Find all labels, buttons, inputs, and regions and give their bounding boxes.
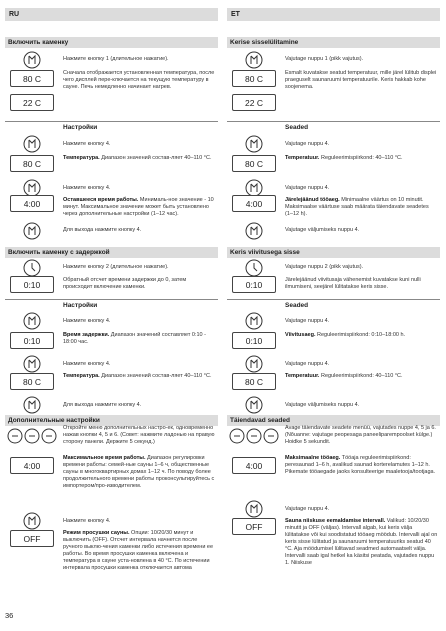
buttons-456-icon bbox=[229, 427, 279, 445]
instruction-text: Оставшееся время работы. Минималь-ное значение - 10 минут. Максимальное значение может быть установлено через дополнительные настройки (1–12 час). bbox=[63, 197, 214, 217]
display-box: 80 C bbox=[10, 373, 54, 390]
display-box: 22 C bbox=[232, 94, 276, 111]
instruction-text: Temperatuur. Reguleerimispiirkond: 40–110 °C. bbox=[285, 155, 403, 161]
button-4-icon bbox=[23, 312, 41, 330]
instruction-text: Для выхода нажмите кнопку 4. bbox=[63, 402, 142, 408]
subsection-title: Настройки bbox=[5, 299, 218, 310]
button-4-icon bbox=[23, 396, 41, 414]
instruction-text: Vajutage väljumiseks nuppu 4. bbox=[285, 402, 360, 408]
instruction-text: Нажмите кнопку 4. bbox=[63, 318, 111, 324]
instruction-text: Järelejäänud tööaeg. Minimaalne väärtus on 10 minutit. Maksimaalse väärtuse saab määrata täiendavate seadetes (1–12 h). bbox=[285, 197, 429, 217]
instruction-text: Сначала отображается установленная температура, после чего дисплей пере-ключается на текущую температуру в сауне. Печь немедленно начинает нагрев. bbox=[63, 70, 215, 90]
button-4-icon bbox=[23, 355, 41, 373]
instruction-text: Максимальное время работы. Диапазон регулировки времени работы: семей-ные сауны 1–6 ч, общественные сауны в многоквартирных домах 1–12 ч. По поводу более продолжительного времени работы проконсультируйтесь с импортером/про-изводителем. bbox=[63, 455, 215, 489]
button-2-icon bbox=[245, 259, 263, 277]
page-number: 36 bbox=[5, 611, 14, 620]
button-2-icon bbox=[23, 259, 41, 277]
instruction-text: Vajutage nuppu 4. bbox=[285, 141, 330, 147]
instruction-text: Откройте меню дополнительных настро-ек, одновременно нажав кнопки 4, 5 и 6. (Совет: нажмите ладонью на правую сторону панели. Держите 5 секунд.) bbox=[63, 425, 215, 445]
instruction-text: Нажмите кнопку 4. bbox=[63, 141, 111, 147]
button-4-icon bbox=[245, 355, 263, 373]
instruction-text: Avage täiendavate seadete menüü, vajutades nuppe 4, 5 ja 6. (Nõuanne: vajutage peopesaga paneeliparempoolset külge.) Hoidke 5 sekundit. bbox=[285, 425, 436, 445]
button-4-icon bbox=[245, 222, 263, 240]
header-left: RU bbox=[5, 8, 218, 21]
instruction-text: Esmalt kuvatakse seatud temperatuur, mille järel lülitub displei praeguselt saunaruumi temperatuurile. Keris hakkab kohe soojenema. bbox=[285, 70, 437, 90]
instruction-text: Температура. Диапазон значений состав-ляет 40–110 °C. bbox=[63, 155, 212, 161]
section-title: Keris viivitusega sisse bbox=[227, 247, 440, 258]
display-box: 80 C bbox=[232, 70, 276, 87]
display-box: 0:10 bbox=[10, 332, 54, 349]
subsection-title: Настройки bbox=[5, 121, 218, 132]
button-1-icon bbox=[245, 51, 263, 69]
instruction-text: Время задержки. Диапазон значений составляет 0:10 - 18:00 час. bbox=[63, 332, 206, 345]
display-box: 4:00 bbox=[232, 195, 276, 212]
section-title: Täiendavad seaded bbox=[227, 415, 440, 426]
button-4-icon bbox=[23, 135, 41, 153]
instruction-text: Нажмите кнопку 4. bbox=[63, 185, 111, 191]
instruction-text: Нажмите кнопку 4. bbox=[63, 518, 111, 524]
instruction-text: Maksimaalne tööaeg. Tööaja reguleerimispiirkond: peresaunad 1–6 h, avalikud saunad korterelamutes 1–12 h. Pikemate tööaegade jaoks konsulteerige maaletooja/tootjaga. bbox=[285, 455, 436, 475]
display-box: OFF bbox=[10, 530, 54, 547]
instruction-text: Vajutage nuppu 4. bbox=[285, 361, 330, 367]
instruction-text: Нажмите кнопку 4. bbox=[63, 361, 111, 367]
button-4-icon bbox=[245, 396, 263, 414]
display-box: 22 C bbox=[10, 94, 54, 111]
button-4-icon bbox=[23, 222, 41, 240]
display-box: 80 C bbox=[10, 70, 54, 87]
instruction-text: Viivitusaeg. Reguleerimispiirkond: 0:10–18:00 h. bbox=[285, 332, 406, 338]
instruction-text: Vajutage nuppu 2 (pikk vajutus). bbox=[285, 264, 364, 270]
instruction-text: Vajutage nuppu 4. bbox=[285, 318, 330, 324]
display-box: 0:10 bbox=[10, 276, 54, 293]
display-box: 80 C bbox=[232, 373, 276, 390]
instruction-text: Vajutage nuppu 1 (pikk vajutus). bbox=[285, 56, 364, 62]
instruction-text: Temperatuur. Reguleerimispiirkond: 40–110 °C. bbox=[285, 373, 403, 379]
instruction-text: Обратный отсчет времени задержки до 0, затем происходит включение каменки. bbox=[63, 277, 187, 290]
header-right: ET bbox=[227, 8, 440, 21]
display-box: 80 C bbox=[232, 155, 276, 172]
display-box: 0:10 bbox=[232, 332, 276, 349]
instruction-text: Температура. Диапазон значений состав-ляет 40–110 °C. bbox=[63, 373, 212, 379]
subsection-title: Seaded bbox=[227, 299, 440, 310]
button-4-icon bbox=[245, 312, 263, 330]
section-title: Дополнительные настройки bbox=[5, 415, 218, 426]
display-box: 4:00 bbox=[10, 195, 54, 212]
instruction-text: Нажмите кнопку 1 (длительное нажатие). bbox=[63, 56, 169, 62]
instruction-text: Vajutage nuppu 4. bbox=[285, 506, 330, 512]
instruction-text: Для выхода нажмите кнопку 4. bbox=[63, 227, 142, 233]
instruction-text: Vajutage nuppu 4. bbox=[285, 185, 330, 191]
instruction-text: Sauna niiskuse eemaldamise intervall. Valikud: 10/20/30 minutit ja OFF (väljas). Intervall algab, kui keris välja lülitatakse või kui soodistatud tööaeg möödub. Intervalli ajal on keris sisse lülitatud ja saunaruumi temperatuuriks seatud 40 °C. Aja möödumisel lülitavad seadmed automaatselt välja. Intervalli saab igal hetkel ka käsitsi peatada, vajutades nuppu 1. Niiskuse bbox=[285, 518, 438, 566]
button-4-icon bbox=[23, 512, 41, 530]
display-box: 4:00 bbox=[232, 457, 276, 474]
subsection-title: Seaded bbox=[227, 121, 440, 132]
buttons-456-icon bbox=[7, 427, 57, 445]
display-box: 0:10 bbox=[232, 276, 276, 293]
instruction-text: Järelejäänud viivitusaja vähenemist kuvatakse kuni nulli ilmumiseni, seejärel lülitatakse keris sisse. bbox=[285, 277, 421, 290]
instruction-text: Vajutage väljumiseks nuppu 4. bbox=[285, 227, 360, 233]
button-4-icon bbox=[245, 135, 263, 153]
section-title: Включить каменку с задержкой bbox=[5, 247, 218, 258]
button-4-icon bbox=[245, 500, 263, 518]
display-box: 4:00 bbox=[10, 457, 54, 474]
section-title: Kerise sisselülitamine bbox=[227, 37, 440, 48]
display-box: 80 C bbox=[10, 155, 54, 172]
instruction-text: Нажмите кнопку 2 (длительное нажатие). bbox=[63, 264, 169, 270]
instruction-text: Режим просушки сауны. Опции: 10/20/30 минут и выключить (OFF). Отсчет интервала начнется после ручного выклю-чения каменки либо истечения времени ее работы. Во время просушки каменка включена и температура в сауне уста-новлена в 40 °C. По истечении интервала просушки каменка отключается автома bbox=[63, 530, 214, 571]
display-box: OFF bbox=[232, 518, 276, 535]
section-title: Включить каменку bbox=[5, 37, 218, 48]
button-1-icon bbox=[23, 51, 41, 69]
